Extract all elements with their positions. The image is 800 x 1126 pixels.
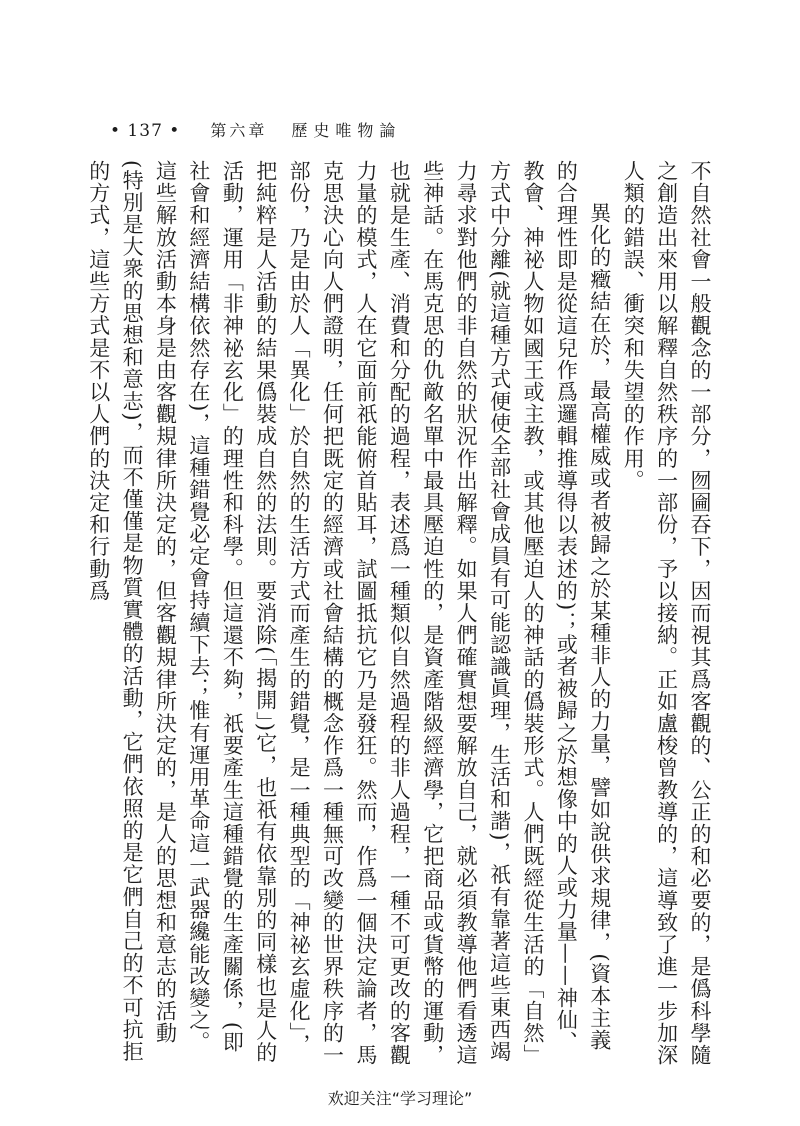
page-number: • 137 • bbox=[110, 121, 181, 141]
chapter-label: 第六章 bbox=[210, 121, 268, 140]
paragraph-2: 異化的癥結在於，最高權威或者被歸之於某種非人的力量，譬如說供求規律，(資本主義的合理性即是從這兒作爲邏輯推導得以表述的)；或者被歸之於想像中的人或力量——神仙、教會、神祕人物如國王或主教，或其他壓迫人的神話的僞裝形式。人們既經從生活的「自然」方式中分離(就這種方式便使全部社會成員有可能認識眞理，生活和諧)，祇有靠著這些東西竭力尋求對他們的非自然的狀況作出解釋。如果人們確實想要解放自己，就必須教導他們看透這些神話。在馬克思的仇敵名單中最具壓迫性的，是資產階級經濟學，它把商品或貨幣的運動，也就是生產、消費和分配的過程，表述爲一種類似自然過程的非人過程，一種不可更改的客觀力量的模式，人在它面前祇能俯首貼耳，試圖抵抗它乃是發狂。然而，作爲一個決定論者，馬克思決心向人們證明，任何把既定的經濟或社會結構的概念作爲一種無可改變的世界秩序的一部份，乃是由於人「異化」於自然的生活方式而產生的錯覺，是一種典型的「神祕玄虛化」，把純粹是人活動的結果僞裝成自然的法則。要消除(「揭開」)它，也祇有依靠別的同樣也是人的活動，運用「非神祕玄化」的理性和科學。但這還不夠，祇要產生這種錯覺的生產關係，(即社會和經濟結構依然存在)，這種錯覺必定會持續下去；惟有運用革命這一武器纔能改變之。這些解放活動本身是由客觀規律所決定的，但客觀規律所決定的，是人的思想和意志的活動(特別是大衆的思想和意志)，而不僅僅是物質實體的活動，它們依照的是它們自己的不可抗拒的方式，這些方式是不以人們的決定和行動爲 bbox=[86, 160, 612, 1067]
chapter-title: 歷史唯物論 bbox=[291, 121, 402, 140]
footer-caption: 欢迎关注“学习理论” bbox=[327, 1089, 473, 1108]
paragraph-1: 不自然社會一般觀念的一部分，囫圇吞下，因而視其爲客觀的、公正的和必要的，是僞科學隨之創造出來用以解釋自然秩序的一部份，予以接納。正如盧梭曾教導的，這導致了進一步加深人類的錯誤、衝突和失望的作用。 bbox=[621, 160, 712, 1067]
running-head bbox=[110, 118, 401, 141]
vertical-text-body bbox=[80, 160, 716, 1072]
